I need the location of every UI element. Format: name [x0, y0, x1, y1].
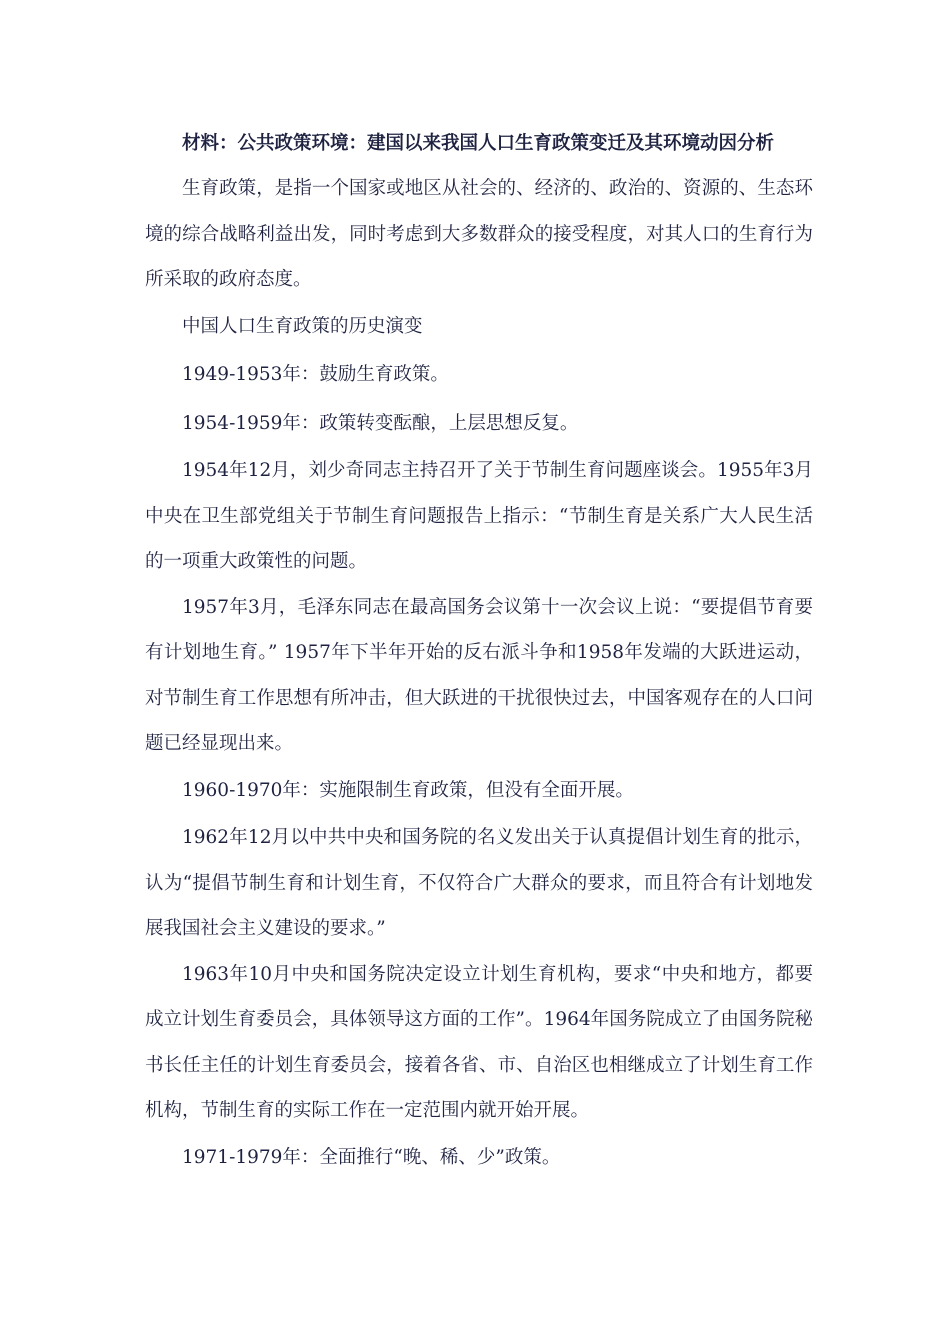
paragraph-1962: 1962年12月以中共中央和国务院的名义发出关于认真提倡计划生育的批示，认为“提倡节制生育和计划生育，不仅符合广大群众的要求，而且符合有计划地发展我国社会主义建设的要求。” — [145, 827, 813, 939]
paragraph-1963-1964: 1963年10月中央和国务院决定设立计划生育机构，要求“中央和地方，都要成立计划生育委员会，具体领导这方面的工作”。1964年国务院成立了由国务院秘书长任主任的计划生育委员会，接着各省、市、自治区也相继成立了计划生育工作机构，节制生育的实际工作在一定范围内就开始开展。 — [145, 963, 813, 1121]
document-body — [145, 122, 813, 1182]
section-heading-history: 中国人口生育政策的历史演变 — [182, 315, 423, 337]
period-1954-1959: 1954-1959年：政策转变酝酿，上层思想反复。 — [182, 412, 579, 434]
period-1949-1953: 1949-1953年：鼓励生育政策。 — [182, 364, 449, 385]
paragraph-1957: 1957年3月，毛泽东同志在最高国务会议第十一次会议上说：“要提倡节育要有计划地生育。” 1957年下半年开始的反右派斗争和1958年发端的大跃进运动，对节制生育工作思想有所冲击，但大跃进的干扰很快过去，中国客观存在的人口问题已经显现出来。 — [145, 596, 813, 754]
period-1960-1970: 1960-1970年：实施限制生育政策，但没有全面开展。 — [182, 779, 634, 801]
paragraph-1954-1955: 1954年12月，刘少奇同志主持召开了关于节制生育问题座谈会。1955年3月中央在卫生部党组关于节制生育问题报告上指示：“节制生育是关系广大人民生活的一项重大政策性的问题。 — [145, 460, 813, 572]
document-title: 材料：公共政策环境：建国以来我国人口生育政策变迁及其环境动因分析 — [182, 133, 775, 154]
paragraph-definition: 生育政策，是指一个国家或地区从社会的、经济的、政治的、资源的、生态环境的综合战略利益出发，同时考虑到大多数群众的接受程度，对其人口的生育行为所采取的政府态度。 — [145, 178, 813, 290]
period-1971-1979: 1971-1979年：全面推行“晚、稀、少”政策。 — [182, 1146, 561, 1168]
